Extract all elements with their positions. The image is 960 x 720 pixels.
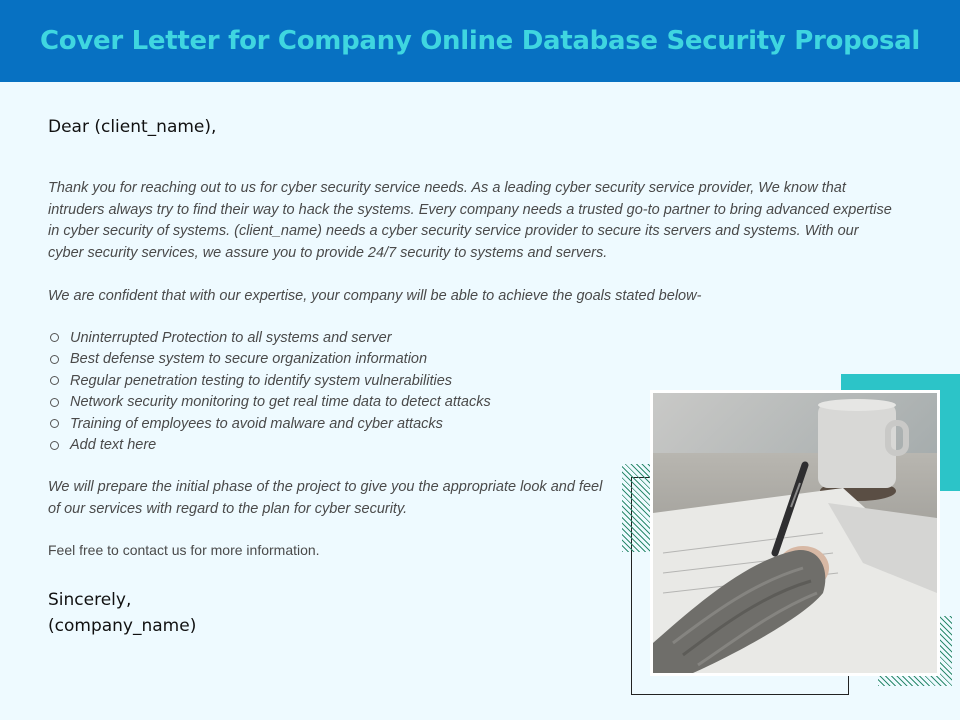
signature: (company_name) [48, 616, 197, 636]
title-bar [0, 0, 960, 82]
bullet-icon [50, 419, 59, 428]
list-item: Add text here [48, 435, 491, 457]
intro-paragraph: Thank you for reaching out to us for cyber security service needs. As a leading cyber security service provider, We know that intruders always try to find their way to hack the systems. Every company needs a trusted go-to partner to bring advanced expertise in cyber security of systems. (client_name) needs a cyber security service provider to secure its servers and systems. With our cyber security services, we assure you to provide 24/7 security to systems and servers. [48, 180, 892, 261]
bullet-icon [50, 441, 59, 450]
bullet-icon [50, 398, 59, 407]
hatch-pattern [622, 464, 652, 552]
confidence-paragraph: We are confident that with our expertise, your company will be able to achieve the goals stated below- [48, 288, 702, 304]
closing-block [48, 587, 196, 639]
list-item: Uninterrupted Protection to all systems and server [48, 327, 491, 349]
photo-illustration [653, 393, 937, 673]
page-title: Cover Letter for Company Online Database Security Proposal [40, 26, 920, 56]
bullet-icon [50, 376, 59, 385]
writing-hand-photo [650, 390, 940, 676]
contact-paragraph: Feel free to contact us for more information. [48, 542, 320, 558]
list-item: Network security monitoring to get real time data to detect attacks [48, 392, 491, 414]
bullet-icon [50, 333, 59, 342]
goals-list [48, 327, 491, 456]
plan-paragraph: We will prepare the initial phase of the project to give you the appropriate look and feel of our services with regard to the plan for cyber security. [48, 479, 603, 517]
closing-text: Sincerely, [48, 590, 132, 610]
salutation: Dear (client_name), [48, 117, 217, 137]
bullet-icon [50, 355, 59, 364]
list-item: Training of employees to avoid malware and cyber attacks [48, 413, 491, 435]
list-item: Best defense system to secure organization information [48, 349, 491, 371]
list-item: Regular penetration testing to identify system vulnerabilities [48, 370, 491, 392]
